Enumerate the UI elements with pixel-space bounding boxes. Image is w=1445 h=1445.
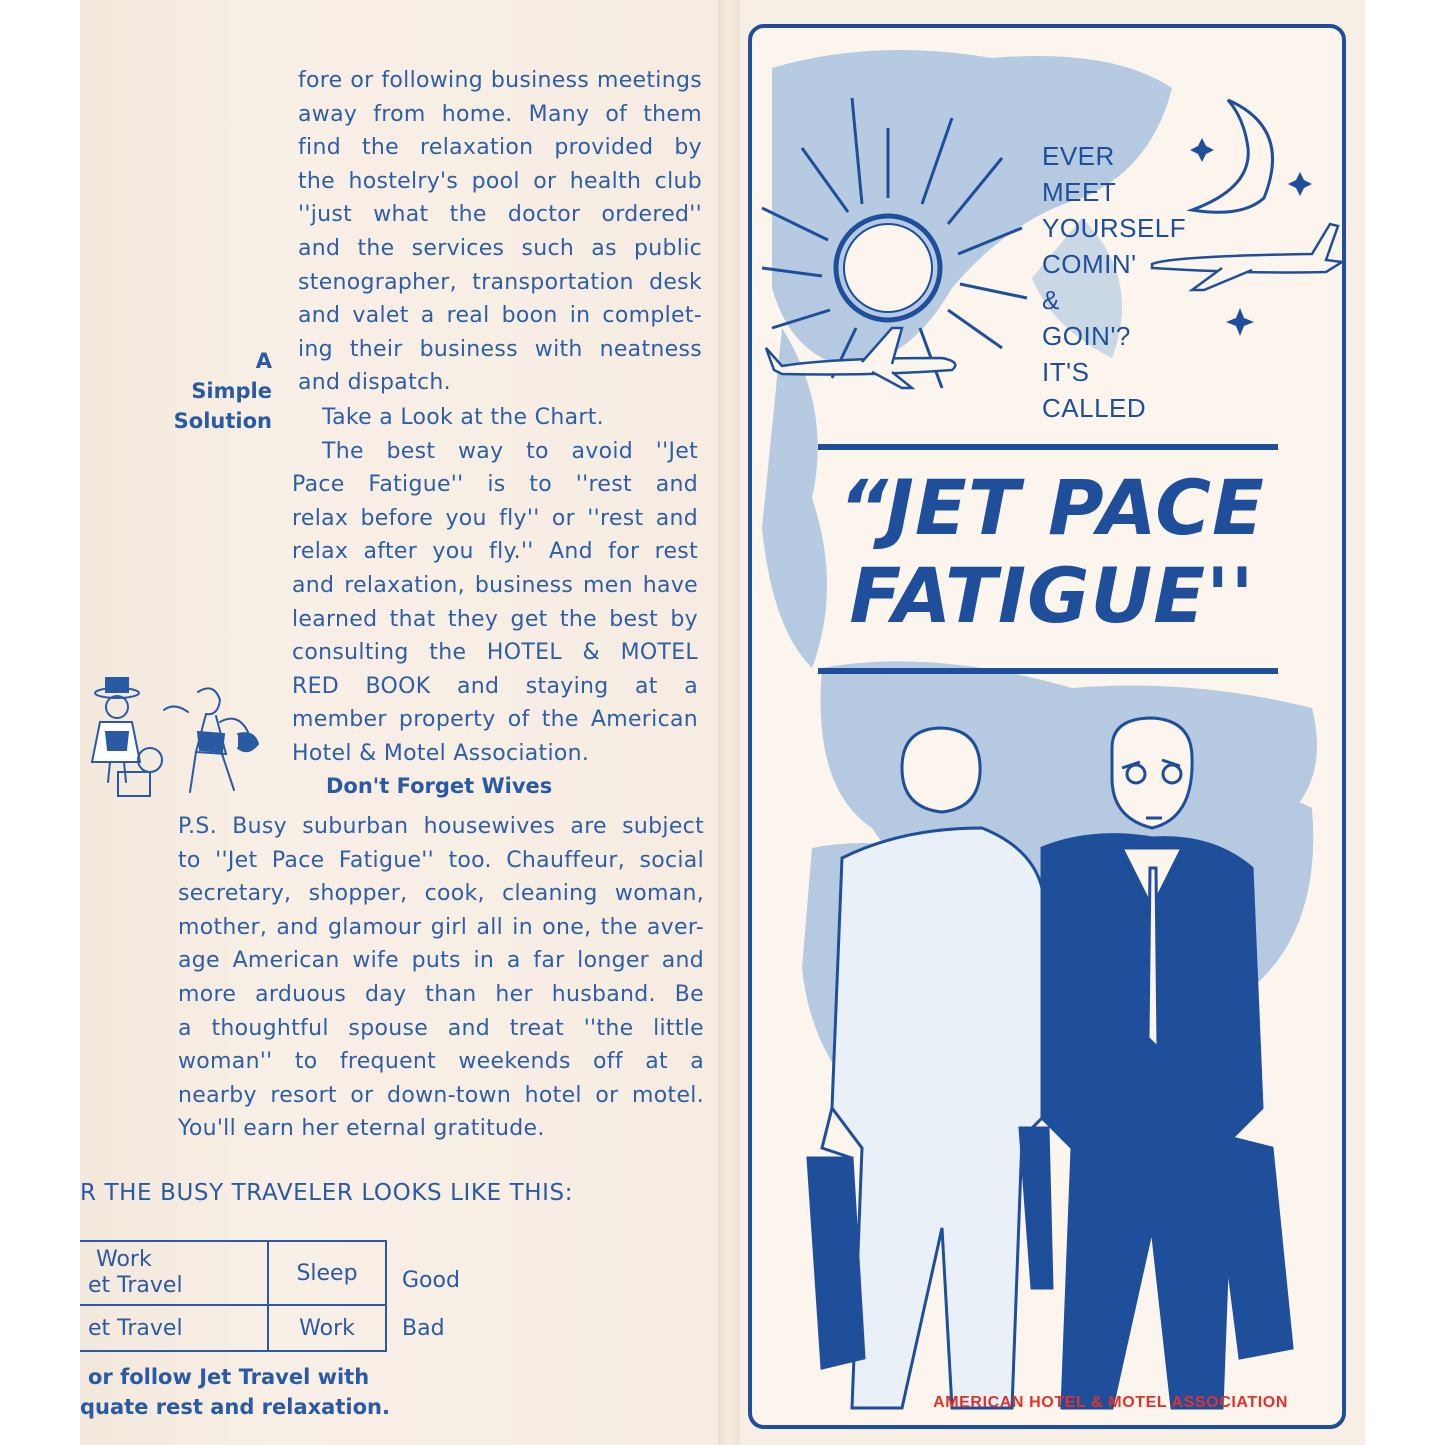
cover-title [792,464,1312,640]
paragraph-2 [292,401,698,771]
tagline-line: EVER [1042,141,1115,171]
cell-text: et Travel [88,1273,183,1298]
text-line: The best way to avoid ''Jet [322,438,698,464]
text-line: ing their business with neatness [298,336,702,362]
text-line: member property of the American [292,707,698,733]
cell-text: Work [96,1247,152,1272]
text-line: consulting the HOTEL & MOTEL [292,640,698,666]
text-line: fore or following business meetings [298,68,702,93]
text-line: ''just what the doctor ordered'' [298,202,702,228]
table-cell [80,1241,268,1305]
text-line: and dispatch. [298,370,451,396]
title-line: “JET PACE [839,463,1265,552]
text-line: You'll earn her eternal gratitude. [178,1116,545,1142]
text-line: stenographer, transportation desk [298,269,702,295]
cover-tagline [1042,138,1186,426]
text-line: relax after you fly.'' And for rest [292,539,698,565]
text-line: find the relaxation provided by [298,135,702,161]
text-line: woman'' to frequent weekends off at a [178,1049,704,1075]
text-line: Hotel & Motel Association. [292,740,590,766]
table-cell: Work [268,1305,386,1351]
side-heading-line: Solution [173,409,272,433]
text-line: and the services such as public [298,235,702,261]
text-line: learned that they get the best by [292,606,698,632]
text-line: more arduous day than her husband. Be [178,981,704,1007]
rest-chart-table [80,1240,387,1352]
footnote-line: or follow Jet Travel with [88,1365,370,1389]
verdict-good: Good [402,1268,460,1293]
side-heading-line: Simple [191,379,272,403]
text-line: and valet a real boon in complet- [298,303,702,329]
table-cell: et Travel [80,1305,268,1351]
tagline-line: COMIN' [1042,249,1137,279]
verdict-bad: Bad [402,1316,445,1341]
title-line: FATIGUE'' [849,551,1255,640]
text-line: P.S. Busy suburban housewives are subject [178,814,704,839]
tagline-line: MEET [1042,177,1117,207]
footnote-line: quate rest and relaxation. [80,1395,390,1419]
text-line: and relaxation, business men have [292,572,698,598]
chart-title: R THE BUSY TRAVELER LOOKS LIKE THIS: [80,1180,574,1206]
title-rule-bottom [818,668,1278,674]
tagline-line: YOURSELF [1042,213,1187,243]
cover-panel [748,24,1346,1429]
text-line: RED BOOK and staying at a [292,673,698,699]
text-line: nearby resort or down-town hotel or motel. [178,1082,704,1108]
publisher-name: AMERICAN HOTEL & MOTEL ASSOCIATION [933,1394,1288,1411]
text-line: Take a Look at the Chart. [322,405,604,430]
subheading: Don't Forget Wives [326,774,553,798]
table-row [80,1241,386,1305]
tagline-line: GOIN'? [1042,321,1131,351]
paragraph-3 [178,810,704,1146]
tagline-line: & [1042,285,1060,315]
text-line: Pace Fatigue'' is to ''rest and [292,472,698,498]
text-line: age American wife puts in a far longer and [178,948,704,974]
tagline-line: IT'S [1042,357,1090,387]
wives-cartoon-illustration [88,672,264,808]
text-line: a thoughtful spouse and treat ''the little [178,1015,704,1041]
table-cell: Sleep [268,1241,386,1305]
side-heading [172,346,272,436]
text-line: mother, and glamour girl all in one, the aver- [178,914,704,940]
chart-footnote [80,1362,390,1422]
table-row [80,1305,386,1351]
title-rule-top [818,444,1278,450]
paragraph-1 [298,64,702,400]
side-heading-line: A [255,349,272,373]
text-line: the hostelry's pool or health club [298,168,702,194]
text-line: relax before you fly'' or ''rest and [292,505,698,531]
text-line: secretary, shopper, cook, cleaning woman, [178,881,704,907]
tagline-line: CALLED [1042,393,1147,423]
fold-crease [718,0,740,1445]
text-line: to ''Jet Pace Fatigue'' too. Chauffeur, social [178,847,704,873]
text-line: away from home. Many of them [298,101,702,127]
